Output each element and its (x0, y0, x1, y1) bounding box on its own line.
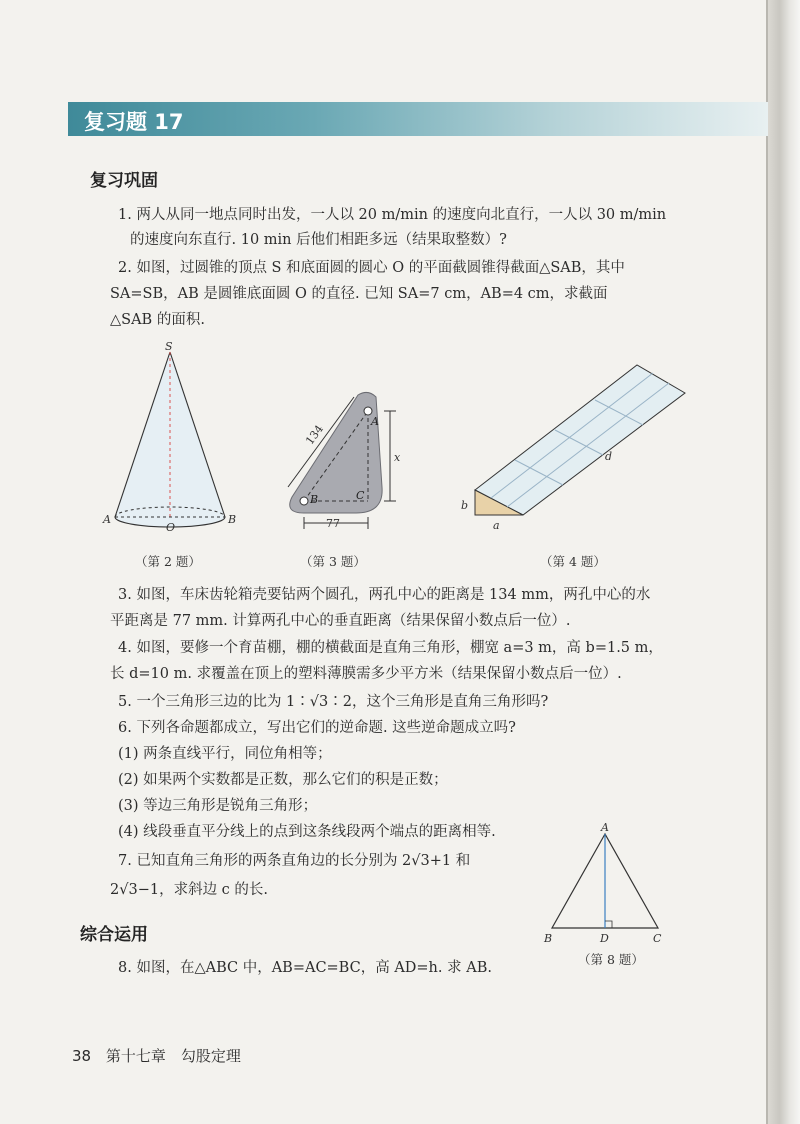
q2-line3: △SAB 的面积. (110, 312, 205, 328)
q3-line1: 3. 如图，车床齿轮箱壳要钻两个圆孔，两孔中心的距离是 134 mm，两孔中心的水 (118, 587, 651, 603)
page-title: 复习题 17 (84, 110, 184, 134)
q3-line2: 平距离是 77 mm. 计算两孔中心的垂直距离（结果保留小数点后一位）. (110, 613, 571, 629)
roof-line-2 (507, 383, 669, 507)
shed-roof (475, 365, 685, 515)
label-a: a (493, 519, 500, 532)
hole-A (364, 407, 372, 415)
q6-item-1: (1) 两条直线平行，同位角相等； (118, 746, 332, 762)
q5-line1: 5. 一个三角形三边的比为 1∶√3∶2，这个三角形是直角三角形吗? (118, 694, 549, 710)
title-bar (68, 102, 768, 136)
label-A: A (601, 821, 609, 834)
q4-line2: 长 d=10 m. 求覆盖在顶上的塑料薄膜需多少平方米（结果保留小数点后一位）. (110, 666, 622, 682)
label-134: 134 (303, 422, 327, 448)
page-number: 38 (72, 1047, 92, 1065)
label-B: B (228, 513, 237, 526)
gear-caption: （第 3 题） (300, 554, 366, 569)
cone-figure (95, 340, 245, 540)
label-A: A (103, 513, 111, 526)
label-C: C (356, 489, 365, 502)
cone-caption: （第 2 题） (135, 554, 201, 569)
label-d: d (605, 450, 613, 463)
q6-item-3: (3) 等边三角形是锐角三角形； (118, 798, 318, 814)
label-D: D (600, 932, 609, 945)
q6-item-4: (4) 线段垂直平分线上的点到这条线段两个端点的距离相等. (118, 824, 496, 840)
q7-line1: 7. 已知直角三角形的两条直角边的长分别为 2√3+1 和 (118, 853, 471, 869)
label-O: O (166, 521, 176, 534)
q6-item-2: (2) 如果两个实数都是正数，那么它们的积是正数； (118, 772, 448, 788)
page-footer (72, 1045, 241, 1066)
shed-caption: （第 4 题） (540, 554, 606, 569)
right-angle-mark (605, 921, 612, 928)
page-edge (766, 0, 800, 1124)
label-b: b (461, 499, 469, 512)
q8-line1: 8. 如图，在△ABC 中，AB=AC=BC，高 AD=h. 求 AB. (118, 960, 492, 976)
label-S: S (165, 340, 173, 353)
label-77: 77 (326, 517, 340, 530)
hole-B (300, 497, 308, 505)
q6-line1: 6. 下列各命题都成立，写出它们的逆命题. 这些逆命题成立吗? (118, 720, 516, 736)
triangle-caption: （第 8 题） (578, 952, 644, 967)
q2-line2: SA=SB，AB 是圆锥底面圆 O 的直径. 已知 SA=7 cm，AB=4 cm，求截面 (110, 286, 608, 302)
q4-line1: 4. 如图，要修一个育苗棚，棚的横截面是直角三角形，棚宽 a=3 m，高 b=1.5 m， (118, 640, 663, 656)
chapter-title: 第十七章 勾股定理 (105, 1047, 241, 1065)
q2-line1: 2. 如图，过圆锥的顶点 S 和底面圆的圆心 O 的平面截圆锥得截面△SAB，其中 (118, 260, 625, 276)
label-x: x (394, 451, 401, 464)
label-C: C (653, 932, 662, 945)
triangle-figure (538, 820, 673, 950)
q1-line2: 的速度向东直行. 10 min 后他们相距多远（结果取整数）? (130, 232, 507, 248)
gear-plate-figure (272, 375, 412, 545)
label-B: B (310, 493, 319, 506)
section-applied-heading: 综合运用 (80, 925, 148, 945)
label-B: B (544, 932, 553, 945)
q1-line1: 1. 两人从同一地点同时出发，一人以 20 m/min 的速度向北直行，一人以 30 m/min (118, 207, 667, 223)
shed-figure (455, 345, 695, 545)
q7-line2: 2√3−1，求斜边 c 的长. (110, 882, 269, 898)
section-review-heading: 复习巩固 (90, 171, 158, 191)
label-A: A (371, 415, 379, 428)
